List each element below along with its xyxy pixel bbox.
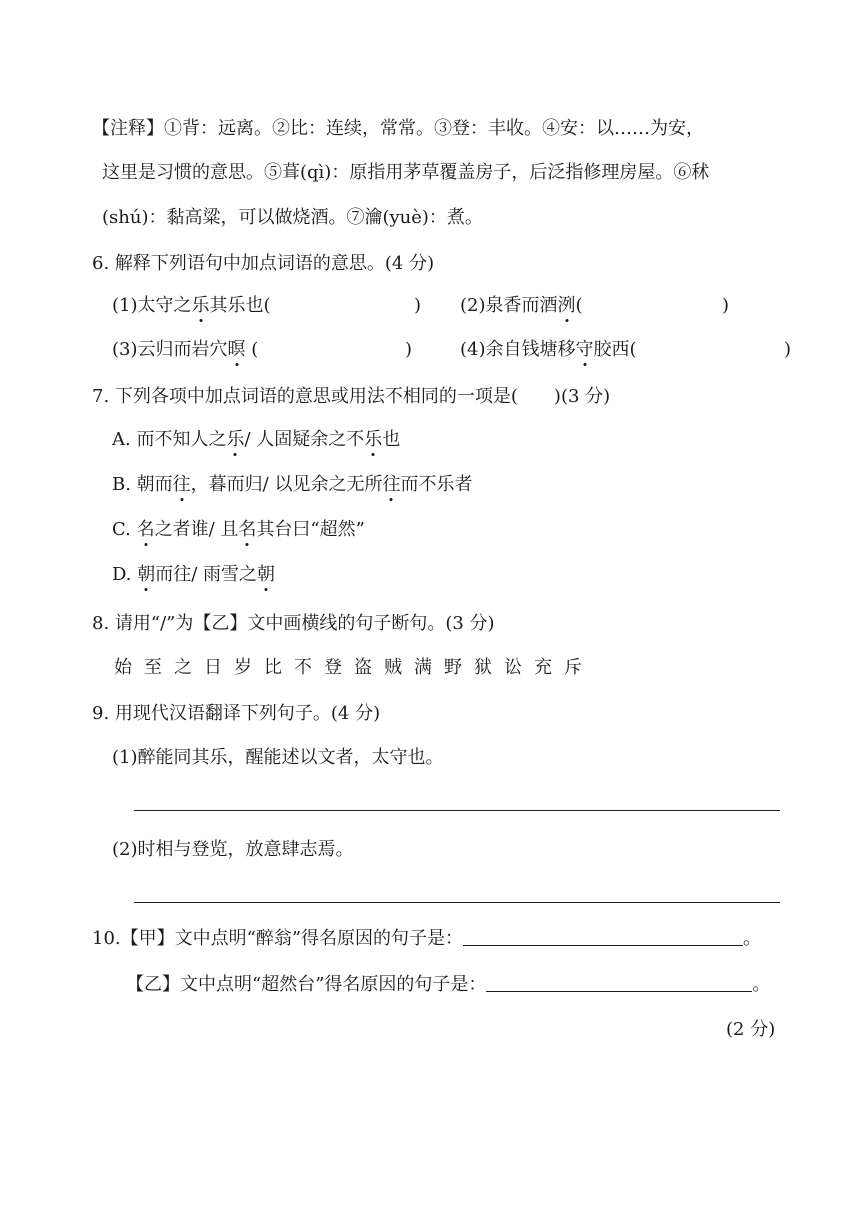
q6-item-3-text: (3)云归而岩穴	[112, 339, 228, 360]
question-6-stem: 6. 解释下列语句中加点词语的意思。(4 分)	[92, 253, 435, 274]
q6-item-1-close: )	[414, 295, 422, 316]
q10-prompt-2: 【乙】文中点明“超然台”得名原因的句子是：	[126, 974, 487, 995]
notes-line-1: 【注释】①背：远离。②比：连续，常常。③登：丰收。④安：以……为安，	[92, 118, 704, 139]
q6-item-2	[460, 293, 583, 319]
q10-answer-blank-2[interactable]	[486, 973, 752, 992]
q10-line-2	[126, 972, 770, 998]
q7-a-dotted-1: 乐	[226, 427, 244, 453]
q6-item-1-text: (1)太守之	[112, 295, 192, 316]
q6-item-2-text: (2)泉香而酒	[460, 295, 558, 316]
q7-option-c	[112, 517, 365, 543]
q7-b-text-3: 而不乐者	[400, 474, 473, 495]
q7-option-b	[112, 472, 472, 498]
q6-item-1-text-post: 其乐也(	[209, 295, 271, 316]
q6-item-3-dotted: 暝	[228, 337, 246, 363]
q6-item-2-text-post: (	[575, 295, 583, 316]
q7-c-dotted-1: 名	[137, 517, 155, 543]
q7-d-text-2: 而往/ 雨雪之	[155, 564, 258, 585]
q7-d-dotted-2: 朝	[257, 562, 275, 588]
question-8-stem: 8. 请用“/”为【乙】文中画横线的句子断句。(3 分)	[92, 613, 495, 634]
q8-sentence: 始至之日岁比不登盗贼满野狱讼充斥	[114, 657, 594, 678]
q6-item-1-dotted: 乐	[192, 293, 210, 319]
q7-c-text-1: C.	[112, 519, 137, 540]
q9-sentence-2: (2)时相与登览，放意肆志焉。	[112, 839, 354, 860]
q10-end-2: 。	[752, 974, 771, 995]
notes-line-3: (shú)：黏高粱，可以做烧酒。⑦瀹(yuè)：煮。	[102, 207, 483, 228]
q10-answer-blank-1[interactable]	[463, 927, 743, 946]
q7-a-text-2: / 人固疑余之不	[244, 429, 365, 450]
q9-answer-line-1[interactable]	[134, 810, 780, 811]
q7-d-dotted-1: 朝	[137, 562, 155, 588]
q6-item-2-dotted: 洌	[558, 293, 576, 319]
q7-c-text-2: 之者谁/ 且	[154, 519, 239, 540]
q6-item-3-close: )	[405, 339, 413, 360]
q7-option-d	[112, 562, 275, 588]
q7-b-text-2: ，暮而归/ 以见余之无所	[190, 474, 383, 495]
q7-a-text-3: 也	[382, 429, 401, 450]
q6-item-4-text-post: 胶西(	[593, 339, 637, 360]
q9-answer-line-2[interactable]	[134, 902, 780, 903]
question-9-stem: 9. 用现代汉语翻译下列句子。(4 分)	[92, 703, 381, 724]
q10-line-1	[92, 926, 761, 952]
q6-item-4	[460, 337, 637, 363]
question-7-stem: 7. 下列各项中加点词语的意思或用法不相同的一项是( )(3 分)	[92, 386, 611, 407]
q7-a-text-1: A. 而不知人之	[112, 429, 227, 450]
q6-item-4-dotted: 守	[576, 337, 594, 363]
q10-prompt-1: 10.【甲】文中点明“醉翁”得名原因的句子是：	[92, 928, 464, 949]
q7-option-a	[112, 427, 400, 453]
q7-a-dotted-2: 乐	[364, 427, 382, 453]
q10-score: (2 分)	[726, 1019, 776, 1040]
q7-b-text-1: B. 朝而	[112, 474, 173, 495]
q6-item-2-close: )	[722, 295, 730, 316]
q6-item-3-text-post: (	[245, 339, 259, 360]
q6-item-1	[112, 293, 271, 319]
q7-c-dotted-2: 名	[238, 517, 256, 543]
q7-b-dotted-1: 往	[173, 472, 191, 498]
q6-item-4-close: )	[784, 339, 792, 360]
notes-line-2: 这里是习惯的意思。⑤葺(qì)：原指用茅草覆盖房子，后泛指修理房屋。⑥秫	[102, 162, 710, 183]
q7-b-dotted-2: 往	[382, 472, 400, 498]
q6-item-4-text: (4)余自钱塘移	[460, 339, 576, 360]
q7-c-text-3: 其台曰“超然”	[256, 519, 365, 540]
q6-item-3	[112, 337, 258, 363]
q10-end-1: 。	[743, 928, 762, 949]
q7-d-text-1: D.	[112, 564, 138, 585]
q9-sentence-1: (1)醉能同其乐，醒能述以文者，太守也。	[112, 747, 444, 768]
